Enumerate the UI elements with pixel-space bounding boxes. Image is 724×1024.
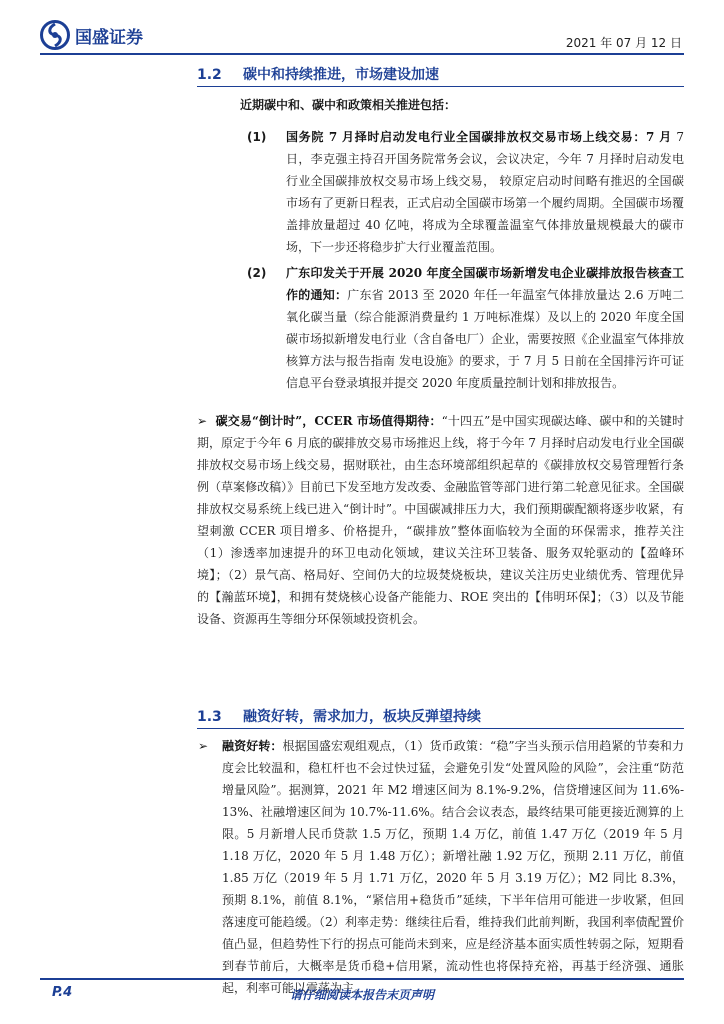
bullet-lead: 融资好转： xyxy=(222,739,283,753)
arrow-bullet-icon: ➢ xyxy=(197,414,208,428)
bullet-body: 根据国盛宏观组观点，（1）货币政策：“稳”字当头预示信用趋紧的节奏和力度会比较温和，稳杠杆也不会过快过猛，会避免引发“处置风险的风险”，会注重“防范增量风险”。据测算，2021 年 M2 增速区间为 8.1%-9.2%，信贷增速区间为 11.6%-13%、社融增速区间为 10.7%-11.6%。结合会议表态，最终结果可能更接近测算的上限。5 月新增人民币贷款 1.5 万亿，预期 1.4 万亿，前值 1.47 万亿（2019 年 5 月 1.18 万亿，2020 年 5 月 1.48 万亿）；新增社融 1.92 万亿，预期 2.11 万亿，前值 1.85 万亿（2019 年 5 月 1.71 万亿，2020 年 5 月 3.19 万亿）；M2 同比 8.3%，预期 8.1%，前值 8.1%，“紧信用+稳货币”延续，下半年信用可能进一步收紧，但回落速度可能趋缓。（2）利率走势：继续往后看，维持我们此前判断，我国利率债配置价值凸显，但趋势性下行的拐点可能尚未到来，应是经济基本面实质性转弱之际，短期看到春节前后，大概率是货币稳+信用紧，流动性也将保持充裕，再基于经济强、通胀起，利率可能以震荡为主。 xyxy=(222,739,684,995)
company-logo xyxy=(40,20,143,50)
highlight-body: “十四五”是中国实现碳达峰、碳中和的关键时期，原定于今年 6 月底的碳排放交易市场推迟上线，将于今年 7 月择时启动发电行业全国碳排放权交易市场上线交易，据财联社，由生态环境部组织起草的《碳排放权交易管理暂行条例（草案修改稿）》目前已下发至地方发改委、金融监管等部门进行第二轮意见征求。全国碳排放权交易系统上线已进入“倒计时”。中国碳减排压力大，我们预期碳配额将逐步收紧，有望刺激 CCER 项目增多、价格提升，“碳排放”整体面临较为全面的环保需求，推荐关注（1）渗透率加速提升的环卫电动化领域，建议关注环卫装备、服务双轮驱动的【盈峰环境】；（2）景气高、格局好、空间仍大的垃圾焚烧板块，建议关注历史业绩优秀、管理优异的【瀚蓝环境】，和拥有焚烧核心设备产能能力、ROE 突出的【伟明环保】；（3）以及节能设备、资源再生等细分环保领域投资机会。 xyxy=(197,414,684,626)
highlight-lead: 碳交易“倒计时”，CCER 市场值得期待： xyxy=(215,414,442,428)
section-intro: 近期碳中和、碳中和政策相关推进包括： xyxy=(240,98,457,112)
item-number: (1) xyxy=(247,130,267,144)
section-title: 碳中和持续推进，市场建设加速 xyxy=(243,67,439,83)
item-lead: 广东印发关于开展 2020 年度全国碳市场新增发电企业碳排放报告核查工作的通知： xyxy=(286,266,684,302)
section-number: 1.3 xyxy=(197,709,222,725)
logo-text: 国盛证券 xyxy=(75,27,143,48)
footer-divider xyxy=(40,978,684,980)
item-body: 7 日，李克强主持召开国务院常务会议，会议决定，今年 7 月择时启动发电行业全国碳排放权交易市场上线交易， 较原定启动时间略有推迟的全国碳市场有了更新日程表，正式启动全国碳市场第一个履约周期。全国碳市场覆盖排放量超过 40 亿吨，将成为全球覆盖温室气体排放量规模最大的碳市场，下一步还将稳步扩大行业覆盖范围。 xyxy=(286,130,684,254)
item-number: (2) xyxy=(247,266,267,280)
highlight-paragraph xyxy=(197,410,684,630)
item-body: 广东省 2013 至 2020 年任一年温室气体排放量达 2.6 万吨二氧化碳当量（综合能源消费量约 1 万吨标准煤）及以上的 2020 年度全国碳市场拟新增发电行业（含自备电厂）企业，需要按照《企业温室气体排放核算方法与报告指南 发电设施》的要求，于 7 月 5 日前在全国排污许可证信息平台登录填报并提交 2020 年度质量控制计划和排放报告。 xyxy=(286,288,684,390)
arrow-bullet-icon: ➢ xyxy=(198,739,209,753)
header-divider xyxy=(40,53,684,55)
section-divider xyxy=(197,728,684,729)
item-lead: 国务院 7 月择时启动发电行业全国碳排放权交易市场上线交易：7 月 xyxy=(286,130,672,144)
page-number: P.4 xyxy=(52,985,73,1000)
section-divider xyxy=(197,86,684,87)
section-title: 融资好转，需求加力，板块反弹望持续 xyxy=(243,709,481,725)
section-number: 1.2 xyxy=(197,67,222,83)
section-1-2-heading xyxy=(197,64,439,84)
bullet-paragraph xyxy=(222,735,684,999)
footer-disclaimer: 请仔细阅读本报告末页声明 xyxy=(289,988,434,1002)
section-1-3-heading xyxy=(197,706,481,726)
list-item xyxy=(286,126,684,258)
page-header xyxy=(0,0,724,56)
report-date: 2021 年 07 月 12 日 xyxy=(565,36,682,50)
logo-icon xyxy=(40,20,70,50)
list-item xyxy=(286,262,684,394)
